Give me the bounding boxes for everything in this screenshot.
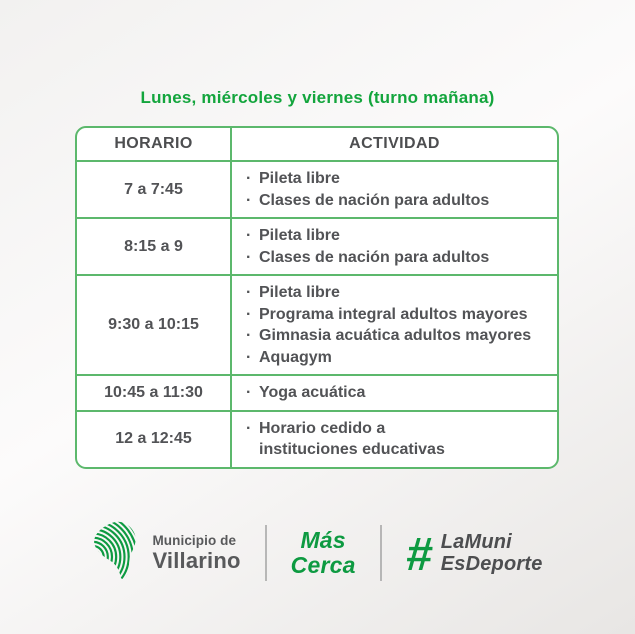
table-row bbox=[77, 374, 557, 410]
activity-line bbox=[246, 304, 549, 326]
horario-cell: 7 a 7:45 bbox=[77, 162, 232, 217]
bullet-dot: · bbox=[246, 284, 252, 301]
page-title: Lunes, miércoles y viernes (turno mañana) bbox=[140, 88, 495, 107]
header-horario: HORARIO bbox=[77, 128, 232, 160]
footer-divider bbox=[265, 525, 267, 581]
actividad-cell bbox=[232, 162, 557, 217]
bullet-dot: · bbox=[246, 191, 252, 209]
activity-text: Yoga acuática bbox=[259, 384, 366, 401]
activity-text: Clases de nación para adultos bbox=[259, 191, 490, 209]
schedule-table bbox=[75, 126, 559, 469]
municipio-wordmark bbox=[152, 534, 240, 571]
activity-line bbox=[246, 347, 549, 369]
activity-line bbox=[246, 168, 549, 190]
activity-text: Gimnasia acuática adultos mayores bbox=[259, 327, 532, 344]
logo-municipio-villarino bbox=[92, 520, 240, 587]
footer-logos bbox=[0, 514, 635, 592]
bullet-dot: · bbox=[246, 227, 252, 244]
actividad-cell bbox=[232, 276, 557, 374]
activity-line bbox=[246, 418, 549, 440]
actividad-cell bbox=[232, 219, 557, 274]
bullet-dot: · bbox=[246, 384, 252, 401]
fingerprint-map-icon bbox=[92, 520, 142, 587]
table-header-row bbox=[77, 128, 557, 160]
activity-line bbox=[246, 282, 549, 304]
table-row bbox=[77, 217, 557, 274]
activity-text: Pileta libre bbox=[259, 284, 340, 301]
mas-cerca-line2: Cerca bbox=[290, 552, 356, 578]
activity-line bbox=[246, 247, 549, 269]
bullet-dot: · bbox=[246, 327, 252, 344]
activity-text: Aquagym bbox=[259, 348, 332, 366]
header-actividad: ACTIVIDAD bbox=[349, 135, 440, 153]
bullet-dot: · bbox=[246, 348, 252, 366]
logo-lamuni-esdeporte bbox=[403, 526, 543, 580]
horario-cell: 8:15 a 9 bbox=[77, 219, 232, 274]
hashtag-icon: # bbox=[403, 526, 434, 580]
mas-cerca-line1: Más bbox=[300, 526, 346, 553]
table-row bbox=[77, 274, 557, 374]
table-row bbox=[77, 410, 557, 467]
bullet-dot: · bbox=[246, 170, 252, 187]
actividad-cell bbox=[232, 376, 557, 410]
hashtag-line1: LaMuni bbox=[440, 531, 512, 553]
hashtag-line2: EsDeporte bbox=[440, 553, 543, 575]
municipio-line2: Villarino bbox=[152, 547, 241, 573]
activity-text: Pileta libre bbox=[259, 227, 340, 244]
table-row bbox=[77, 160, 557, 217]
bullet-dot: · bbox=[246, 419, 252, 437]
activity-line bbox=[246, 382, 549, 404]
hashtag-wordmark bbox=[441, 531, 543, 575]
footer-divider bbox=[380, 525, 382, 581]
activity-line bbox=[246, 190, 549, 212]
bullet-dot: · bbox=[246, 305, 252, 323]
bullet-dot: · bbox=[246, 248, 252, 266]
horario-cell: 10:45 a 11:30 bbox=[77, 376, 232, 410]
activity-text: Programa integral adultos mayores bbox=[259, 305, 528, 323]
horario-cell: 9:30 a 10:15 bbox=[77, 276, 232, 374]
logo-mas-cerca bbox=[291, 528, 356, 579]
activity-line bbox=[246, 225, 549, 247]
activity-line bbox=[246, 325, 549, 347]
schedule-body bbox=[77, 160, 557, 467]
activity-text: Pileta libre bbox=[259, 170, 340, 187]
horario-cell: 12 a 12:45 bbox=[77, 412, 232, 467]
activity-line bbox=[246, 439, 549, 461]
actividad-cell bbox=[232, 412, 557, 467]
activity-text: instituciones educativas bbox=[259, 441, 445, 458]
activity-text: Horario cedido a bbox=[259, 419, 386, 437]
bullet-spacer bbox=[246, 439, 259, 461]
activity-text: Clases de nación para adultos bbox=[259, 248, 490, 266]
municipio-line1: Municipio de bbox=[152, 533, 237, 549]
